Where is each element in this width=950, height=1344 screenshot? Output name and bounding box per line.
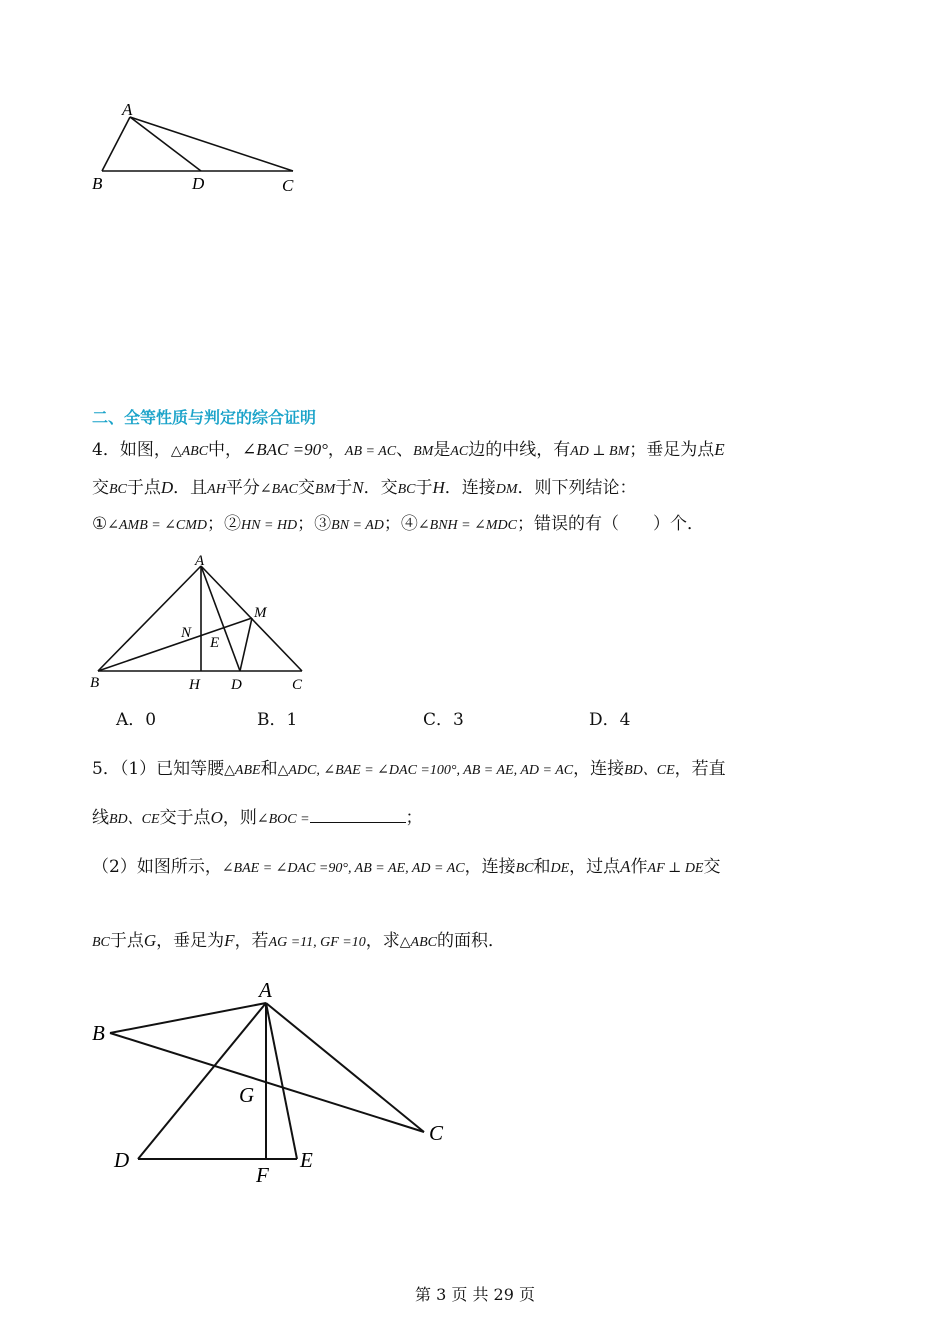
text-run: 和 [533, 857, 551, 877]
label-b: B [92, 1021, 105, 1045]
math-expr: BD、CE [624, 763, 675, 778]
segment-ae [266, 1003, 297, 1159]
q5-part1-line1 [92, 758, 726, 782]
q4-line1 [92, 439, 725, 463]
text-run: ；错误的有（ ）个． [516, 514, 704, 534]
math-expr: DE [550, 861, 570, 876]
q4-line2 [92, 477, 637, 501]
segment-ac [266, 1003, 424, 1132]
text-run: 、 [396, 440, 414, 460]
label-a: A [122, 100, 133, 119]
math-expr: AH [207, 482, 226, 497]
segment-ab [98, 566, 201, 671]
text-run: 线 [92, 808, 109, 828]
q5-number: 5． [92, 759, 120, 779]
text-run: 的面积． [436, 931, 505, 951]
math-expr: F [224, 931, 235, 950]
label-c: C [282, 176, 294, 195]
label-g: G [239, 1083, 255, 1107]
math-expr: AG =11, GF =10 [268, 935, 366, 950]
text-run: ，则 [222, 808, 257, 828]
text-run: ．交 [363, 478, 398, 498]
math-expr: ∠BNH = ∠MDC [417, 518, 517, 533]
text-run: ，过点 [569, 857, 621, 877]
figure-triangle-abc-median [88, 98, 318, 198]
text-run: ；④ [383, 514, 418, 534]
math-expr: ∠BOC = [256, 812, 310, 827]
text-run: 交 [703, 857, 721, 877]
text-run: 交 [92, 478, 109, 498]
figure-q5 [86, 975, 466, 1190]
math-expr: BM [413, 444, 434, 459]
math-expr: H [432, 478, 445, 497]
text-run: ，垂足为 [156, 931, 225, 951]
q4-line3 [92, 513, 704, 537]
text-run: 交 [298, 478, 316, 498]
label-f: F [256, 1163, 269, 1187]
label-d: D [192, 174, 205, 193]
math-expr: AD ⊥ BM [570, 444, 630, 459]
label-a: A [195, 553, 205, 569]
label-d: D [231, 677, 242, 693]
math-expr: D [160, 478, 174, 497]
label-b: B [92, 174, 103, 193]
section-heading: 二、全等性质与判定的综合证明 [92, 408, 317, 427]
text-run: ．连接 [444, 478, 496, 498]
math-expr: BC [397, 482, 416, 497]
text-run: ，若 [234, 931, 269, 951]
text-run: ， [327, 440, 345, 460]
text-run: 交于点 [159, 808, 211, 828]
text-run: ．且 [173, 478, 208, 498]
math-expr: ∠BAC [259, 482, 299, 497]
math-expr: △ABC [170, 444, 209, 459]
q5-part2-line1 [92, 856, 720, 880]
segment-ab [110, 1003, 266, 1033]
q5-part1-end: ； [405, 808, 423, 828]
text-run: 于点 [126, 478, 161, 498]
math-expr: DM [495, 482, 518, 497]
math-expr: BD、CE [109, 812, 160, 827]
label-n: N [181, 625, 192, 641]
page-footer: 第 3 页 共 29 页 [415, 1285, 535, 1304]
q5-part2-line2 [92, 930, 505, 954]
text-run: 如图， [119, 440, 171, 460]
figure-q4-triangle [86, 548, 316, 698]
text-run: ；③ [297, 514, 332, 534]
math-expr: ∠BAC =90° [242, 440, 328, 459]
label-c: C [429, 1121, 444, 1145]
math-expr: BC [109, 482, 127, 497]
answer-blank[interactable] [310, 806, 406, 823]
math-expr: N [352, 478, 364, 497]
segment-ad [138, 1003, 266, 1159]
text-run: 和 [260, 759, 278, 779]
math-expr: BC [515, 861, 534, 876]
text-run: ．则下列结论： [517, 478, 637, 498]
label-b: B [90, 675, 100, 691]
label-d: D [114, 1148, 130, 1172]
text-run: ，连接 [573, 759, 625, 779]
text-run: 是 [433, 440, 451, 460]
math-expr: ∠AMB = ∠CMD [107, 518, 208, 533]
text-run: 边的中线，有 [468, 440, 571, 460]
math-expr: △ABE [224, 763, 261, 778]
segment-dm [240, 618, 252, 671]
math-expr: BM [315, 482, 336, 497]
text-run: ；② [207, 514, 242, 534]
label-m: M [254, 605, 267, 621]
q4-option-c: C．3 [423, 710, 464, 730]
text-run: ，求 [365, 931, 400, 951]
text-run: 中， [208, 440, 243, 460]
segment-ab [102, 117, 130, 171]
text-run: 作 [630, 857, 648, 877]
math-expr: △ABC [399, 935, 437, 950]
math-expr: BN = AD [331, 518, 384, 533]
text-run: ，连接 [464, 857, 516, 877]
label-a: A [259, 978, 272, 1002]
math-expr: ∠BAE = ∠DAC =90°, AB = AE, AD = AC [221, 861, 465, 876]
label-e: E [300, 1148, 313, 1172]
text-run: ，若直 [674, 759, 726, 779]
math-expr: A [620, 857, 631, 876]
text-run: （2）如图所示， [92, 857, 222, 877]
math-expr: △ADC, ∠BAE = ∠DAC =100°, AB = AE, AD = AC [277, 763, 574, 778]
text-run: 于 [415, 478, 433, 498]
q4-option-a: A．0 [116, 710, 157, 730]
math-expr: E [714, 440, 725, 459]
segment-ad [201, 566, 240, 671]
label-e: E [210, 635, 220, 651]
math-expr: O [210, 808, 223, 827]
math-expr: AF ⊥ DE [647, 861, 704, 876]
math-expr: G [143, 931, 157, 950]
label-c: C [292, 677, 303, 693]
text-run: 于 [335, 478, 353, 498]
q4-option-b: B．1 [257, 710, 298, 730]
q4-option-d: D．4 [589, 710, 631, 730]
label-h: H [189, 677, 200, 693]
segment-bm [98, 618, 252, 671]
q5-part1-line2 [92, 806, 423, 831]
math-expr: AB = AC [344, 444, 397, 459]
math-expr: BC [92, 935, 110, 950]
segment-ad [130, 117, 201, 171]
text-run: ；垂足为点 [629, 440, 715, 460]
math-expr: HN = HD [241, 518, 298, 533]
q4-number: 4． [92, 440, 120, 460]
math-expr: AC [450, 444, 469, 459]
text-run: 于点 [109, 931, 144, 951]
segment-ac [130, 117, 293, 171]
text-run: ① [92, 514, 108, 534]
text-run: 平分 [225, 478, 260, 498]
text-run: （1）已知等腰 [119, 759, 225, 779]
